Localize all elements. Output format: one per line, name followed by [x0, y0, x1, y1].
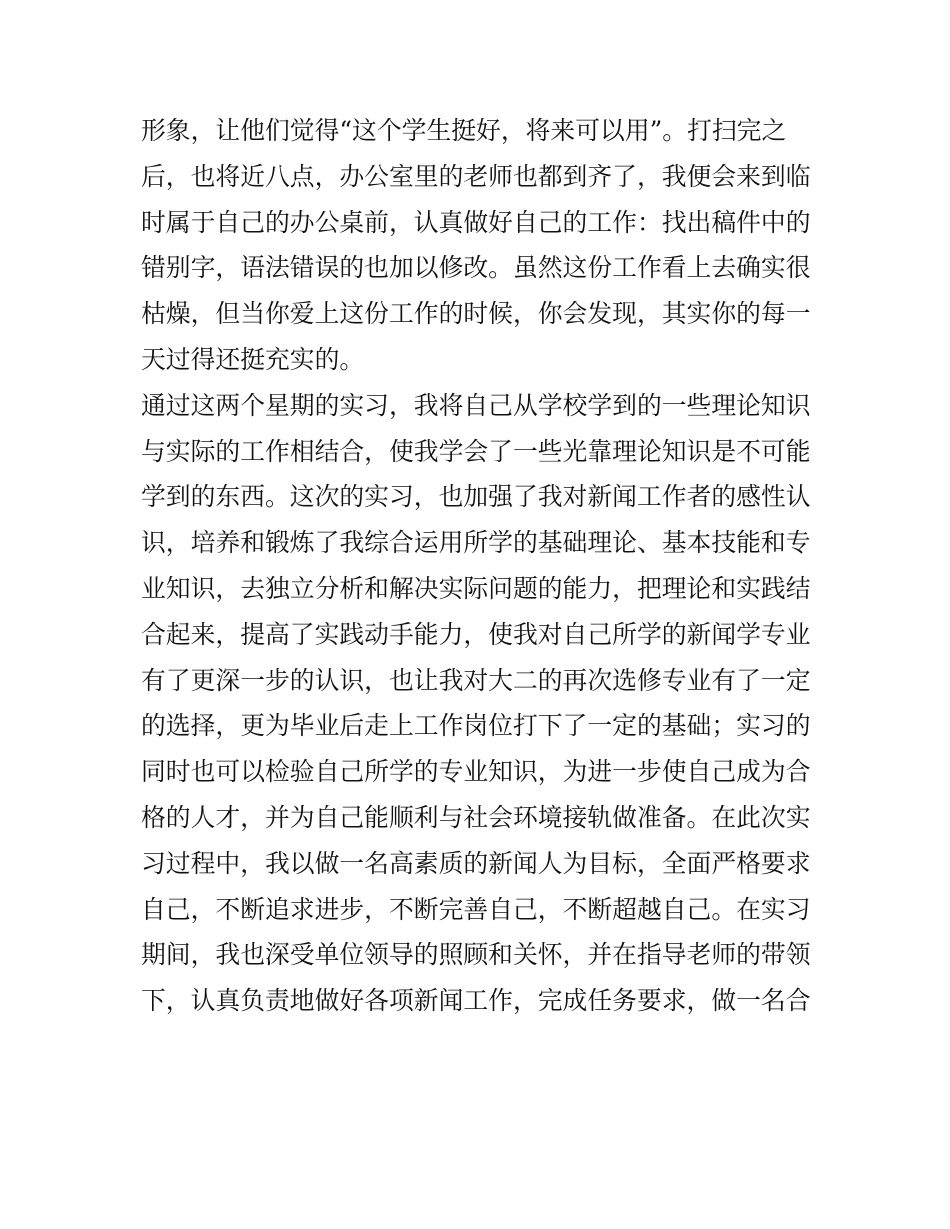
text-line: 习过程中，我以做一名高素质的新闻人为目标，全面严格要求 — [141, 848, 811, 878]
text-line: 天过得还挺充实的。 — [141, 344, 365, 374]
text-line: 学到的东西。这次的实习，也加强了我对新闻工作者的感性认 — [141, 482, 811, 512]
text-line: 枯燥，但当你爱上这份工作的时候，你会发现，其实你的每一 — [141, 299, 811, 329]
text-line: 自己，不断追求进步，不断完善自己，不断超越自己。在实习 — [141, 894, 811, 924]
text-line: 的选择，更为毕业后走上工作岗位打下了一定的基础；实习的 — [141, 711, 811, 741]
text-line: 同时也可以检验自己所学的专业知识，为进一步使自己成为合 — [141, 757, 811, 787]
body-text — [141, 108, 813, 1024]
text-line: 期间，我也深受单位领导的照顾和关怀，并在指导老师的带领 — [141, 940, 811, 970]
text-line: 后，也将近八点，办公室里的老师也都到齐了，我便会来到临 — [141, 161, 811, 191]
text-line: 格的人才，并为自己能顺利与社会环境接轨做准备。在此次实 — [141, 802, 811, 832]
text-line: 形象，让他们觉得“这个学生挺好，将来可以用”。打扫完之 — [141, 116, 787, 145]
text-line: 错别字，语法错误的也加以修改。虽然这份工作看上去确实很 — [141, 253, 811, 283]
text-line: 下，认真负责地做好各项新闻工作，完成任务要求，做一名合 — [141, 986, 811, 1016]
text-line: 与实际的工作相结合，使我学会了一些光靠理论知识是不可能 — [141, 436, 811, 466]
text-line: 有了更深一步的认识，也让我对大二的再次选修专业有了一定 — [141, 665, 811, 695]
text-line: 通过这两个星期的实习，我将自己从学校学到的一些理论知识 — [141, 390, 811, 420]
text-line: 时属于自己的办公桌前，认真做好自己的工作：找出稿件中的 — [141, 207, 811, 237]
text-line: 合起来，提高了实践动手能力，使我对自己所学的新闻学专业 — [141, 619, 811, 649]
text-line: 业知识，去独立分析和解决实际问题的能力，把理论和实践结 — [141, 573, 811, 603]
text-line: 识，培养和锻炼了我综合运用所学的基础理论、基本技能和专 — [141, 528, 811, 558]
